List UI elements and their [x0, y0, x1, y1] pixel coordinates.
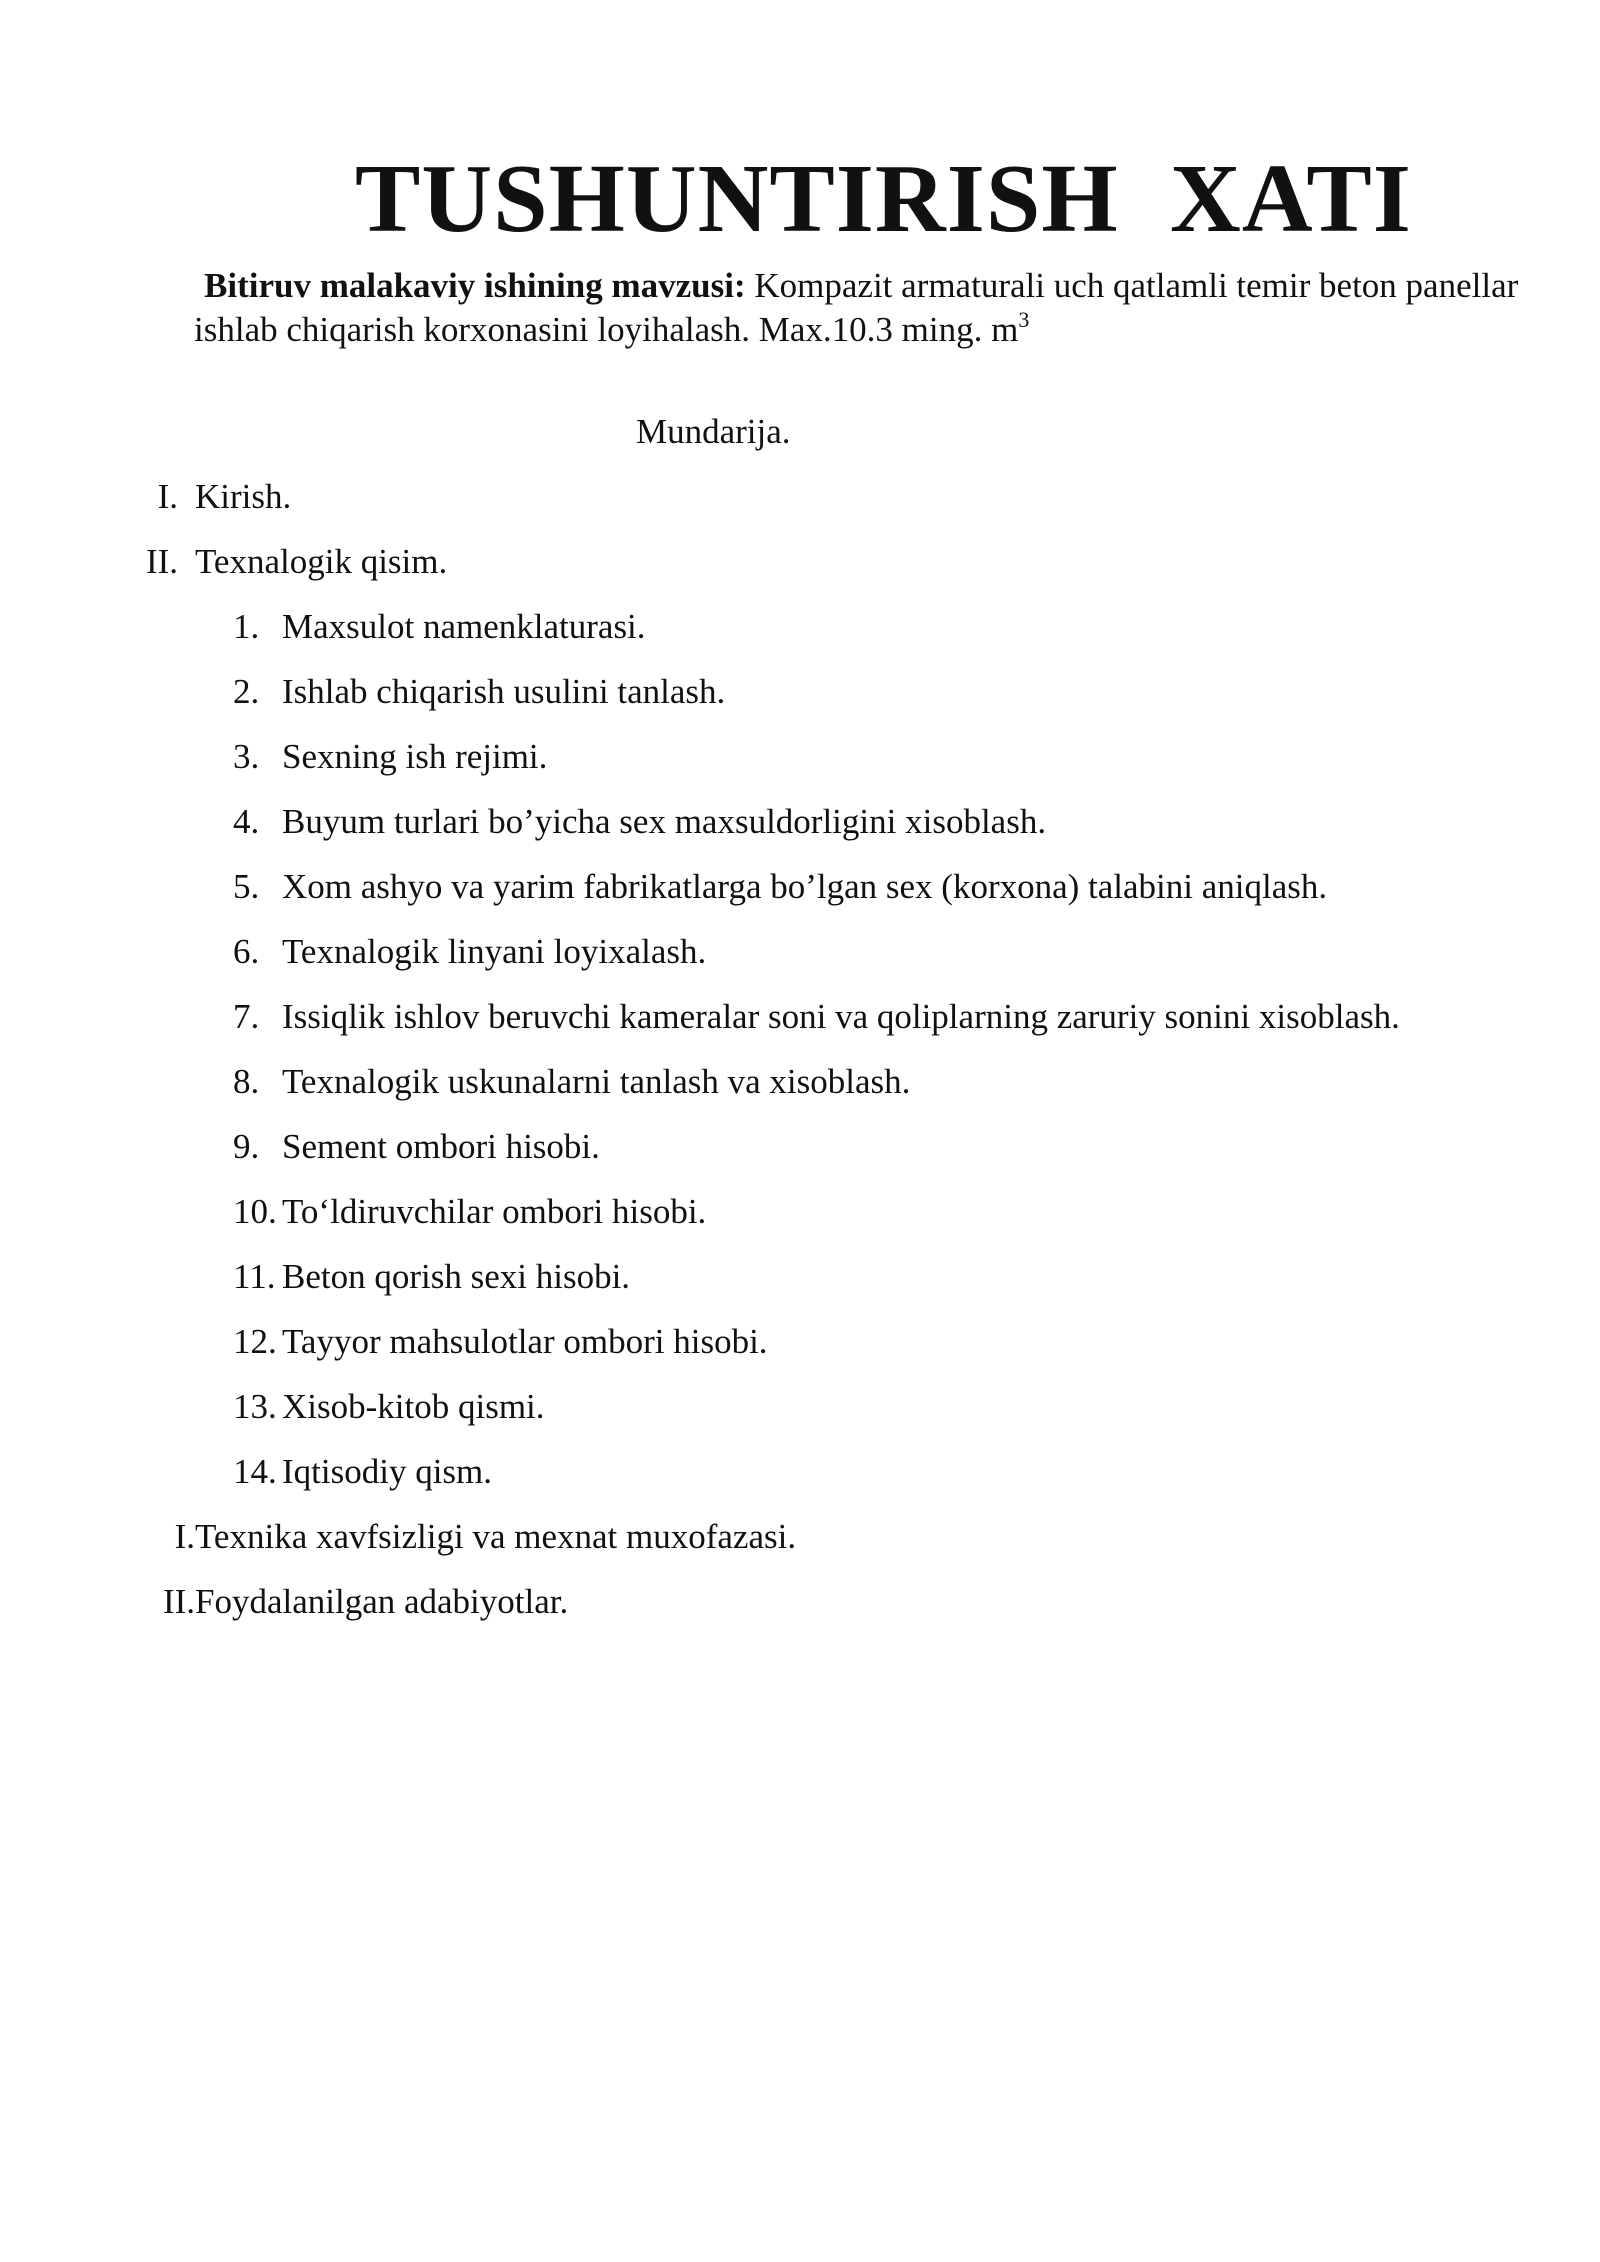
toc-item-number: 10. — [233, 1192, 277, 1231]
toc-item-text: Beton qorish sexi hisobi. — [282, 1257, 631, 1296]
toc-item-text: Tayyor mahsulotlar ombori hisobi. — [282, 1322, 768, 1361]
toc-item-number: 4. — [233, 802, 260, 841]
toc-item-text: Texnalogik linyani loyixalash. — [282, 932, 707, 971]
topic-text: Kompazit armaturali uch qatlamli temir beton panellar ishlab chiqarish korxonasini loyihalash. Max.10.3 ming. m — [194, 266, 1519, 349]
toc-item-number: 3. — [233, 737, 260, 776]
thesis-topic — [194, 264, 1524, 352]
toc-marker: I. — [157, 477, 178, 516]
toc-item-number: 11. — [233, 1257, 276, 1296]
toc-item-text: Buyum turlari bo’yicha sex maxsuldorligini xisoblash. — [282, 802, 1047, 841]
toc-item-text: Texnalogik uskunalarni tanlash va xisoblash. — [282, 1062, 911, 1101]
toc-marker: II. — [145, 542, 178, 581]
toc-text: Foydalanilgan adabiyotlar. — [195, 1582, 569, 1621]
toc-item-number: 9. — [233, 1127, 260, 1166]
toc-item-number: 13. — [233, 1387, 277, 1426]
toc-item-text: Xisob-kitob qismi. — [282, 1387, 545, 1426]
toc-heading: Mundarija. — [636, 412, 791, 451]
toc-item-text: Ishlab chiqarish usulini tanlash. — [282, 672, 726, 711]
toc-item-number: 8. — [233, 1062, 260, 1101]
toc-text: Texnika xavfsizligi va mexnat muxofazasi. — [195, 1517, 797, 1556]
toc-marker: II. — [162, 1582, 195, 1621]
toc-item-number: 7. — [233, 997, 260, 1036]
page-title: TUSHUNTIRISH XATI — [355, 145, 1412, 253]
toc-item-text: Iqtisodiy qism. — [282, 1452, 493, 1491]
toc-item-text: Xom ashyo va yarim fabrikatlarga bo’lgan sex (korxona) talabini aniqlash. — [282, 867, 1328, 906]
toc-text: Texnalogik qisim. — [195, 542, 448, 581]
toc-item-number: 2. — [233, 672, 260, 711]
topic-label: Bitiruv malakaviy ishining mavzusi: — [204, 266, 746, 305]
toc-marker: I. — [174, 1517, 195, 1556]
toc-item-text: Sement ombori hisobi. — [282, 1127, 600, 1166]
toc-item-text: To‘ldiruvchilar ombori hisobi. — [282, 1192, 707, 1231]
toc-item-number: 12. — [233, 1322, 277, 1361]
toc-item-number: 6. — [233, 932, 260, 971]
toc-item-number: 1. — [233, 607, 260, 646]
toc-item-text: Sexning ish rejimi. — [282, 737, 548, 776]
toc-item-number: 5. — [233, 867, 260, 906]
toc-item-number: 14. — [233, 1452, 277, 1491]
toc-item-text: Issiqlik ishlov beruvchi kameralar soni va qoliplarning zaruriy sonini xisoblash. — [282, 997, 1400, 1036]
topic-superscript: 3 — [1018, 307, 1030, 332]
toc-item-text: Maxsulot namenklaturasi. — [282, 607, 646, 646]
toc-text: Kirish. — [195, 477, 292, 516]
